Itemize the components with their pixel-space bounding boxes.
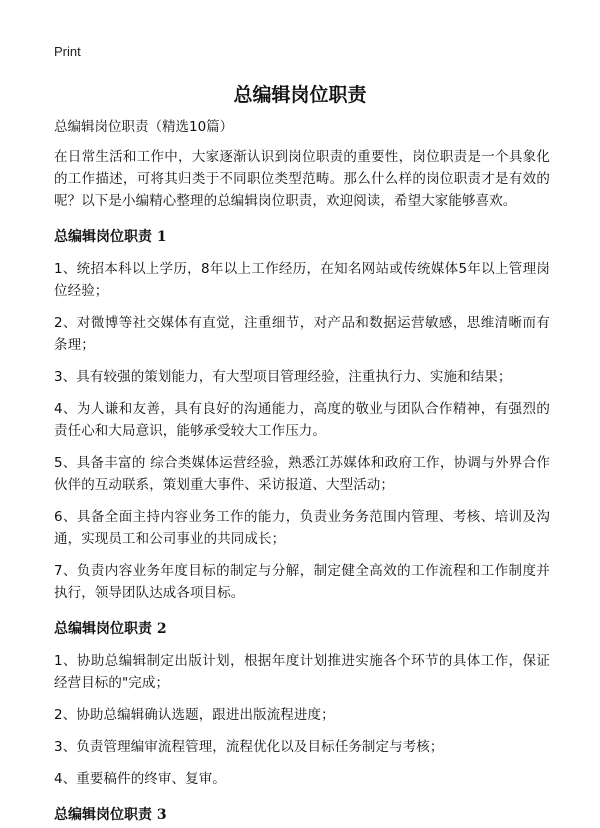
section-heading: 总编辑岗位职责 3: [54, 807, 167, 823]
section-2: [54, 618, 550, 790]
document-title: 总编辑岗位职责: [233, 84, 367, 106]
document-subtitle: 总编辑岗位职责（精选10篇）: [54, 119, 234, 135]
section-heading: 总编辑岗位职责 1: [54, 229, 167, 245]
list-item: 1、统招本科以上学历，8年以上工作经历，在知名网站或传统媒体5年以上管理岗位经验；: [54, 261, 550, 299]
print-label[interactable]: Print: [54, 44, 81, 59]
list-item: 5、具备丰富的 综合类媒体运营经验，熟悉江苏媒体和政府工作，协调与外界合作伙伴的互动联系，策划重大事件、采访报道、大型活动；: [54, 455, 550, 493]
intro-paragraph: 在日常生活和工作中，大家逐渐认识到岗位职责的重要性，岗位职责是一个具象化的工作描述，可将其归类于不同职位类型范畴。那么什么样的岗位职责才是有效的呢？以下是小编精心整理的总编辑岗位职责，欢迎阅读，希望大家能够喜欢。: [54, 149, 550, 209]
list-item: 3、具有较强的策划能力，有大型项目管理经验，注重执行力、实施和结果；: [54, 369, 512, 385]
section-1: [54, 226, 550, 604]
list-item: 2、对微博等社交媒体有直觉，注重细节，对产品和数据运营敏感，思维清晰而有条理；: [54, 315, 550, 353]
section-3: [54, 804, 550, 826]
list-item: 1、协助总编辑制定出版计划，根据年度计划推进实施各个环节的具体工作，保证经营目标的"完成；: [54, 653, 550, 691]
list-item: 4、为人谦和友善，具有良好的沟通能力，高度的敬业与团队合作精神，有强烈的责任心和大局意识，能够承受较大工作压力。: [54, 401, 550, 439]
list-item: 6、具备全面主持内容业务工作的能力，负责业务务范围内管理、考核、培训及沟通，实现员工和公司事业的共同成长；: [54, 509, 550, 547]
list-item: 2、协助总编辑确认选题，跟进出版流程进度；: [54, 707, 335, 723]
list-item: 7、负责内容业务年度目标的制定与分解，制定健全高效的工作流程和工作制度并执行，领导团队达成各项目标。: [54, 563, 550, 601]
section-heading: 总编辑岗位职责 2: [54, 621, 167, 637]
list-item: 3、负责管理编审流程管理，流程优化以及目标任务制定与考核；: [54, 739, 444, 755]
document-body: [54, 116, 550, 828]
list-item: 4、重要稿件的终审、复审。: [54, 771, 226, 787]
